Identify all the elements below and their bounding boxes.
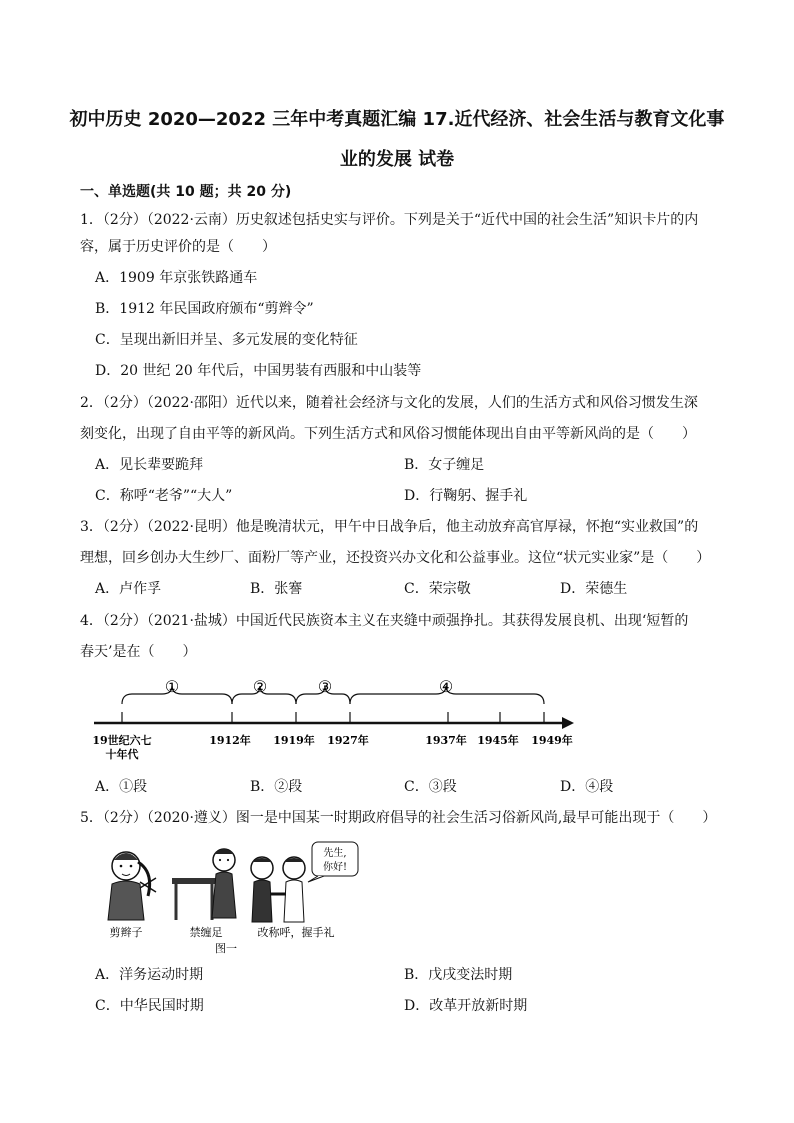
q3-stem-line2: 理想，回乡创办大生纱厂、面粉厂等产业，还投资兴办文化和公益事业。这位“状元实业家”是（ ） xyxy=(80,550,711,566)
q3-option-d[interactable]: D．荣德生 xyxy=(560,581,628,597)
exam-title-line1: 初中历史 2020—2022 三年中考真题汇编 17.近代经济、社会生活与教育文化事 xyxy=(69,109,725,130)
ban-footbinding-figure xyxy=(172,849,236,920)
q4-stem-line1: 4．（2分）（2021·盐城）中国近代民族资本主义在夹缝中顽强挣扎。其获得发展良机、出现‘短暂的 xyxy=(80,613,689,629)
section-heading: 一、单选题(共 10 题；共 20 分) xyxy=(80,184,292,200)
q4-option-d[interactable]: D．④段 xyxy=(560,779,614,795)
q4-option-b[interactable]: B．②段 xyxy=(250,779,303,795)
q4-option-c[interactable]: C．③段 xyxy=(404,779,457,795)
segment-4-label: ④ xyxy=(438,677,454,696)
q1-option-a[interactable]: A．1909 年京张铁路通车 xyxy=(95,270,258,286)
q1-stem-line1: 1．（2分）（2022·云南）历史叙述包括史实与评价。下列是关于“近代中国的社会生活”知识卡片的内 xyxy=(80,212,699,228)
q3-stem-line1: 3．（2分）（2022·昆明）他是晚清状元，甲午中日战争后，他主动放弃高官厚禄，怀抱“实业救国”的 xyxy=(80,519,699,535)
tick-label: 1945年 xyxy=(477,734,519,747)
segment-2-label: ② xyxy=(252,677,268,696)
bubble-line2: 你好! xyxy=(322,862,348,873)
q1-option-b[interactable]: B．1912 年民国政府颁布“剪辫令” xyxy=(95,301,314,317)
q2-option-d[interactable]: D．行鞠躬、握手礼 xyxy=(404,488,528,504)
caption-ban-footbinding: 禁缠足 xyxy=(189,926,223,939)
q4-stem-line2: 春天’是在（ ） xyxy=(80,644,197,660)
bubble-line1: 先生, xyxy=(323,848,347,859)
caption-cut-queue: 剪辫子 xyxy=(109,926,143,939)
q5-option-d[interactable]: D．改革开放新时期 xyxy=(404,998,528,1014)
q3-option-c[interactable]: C．荣宗敬 xyxy=(404,581,471,597)
caption-handshake: 改称呼，握手礼 xyxy=(257,926,335,939)
tick-label: 1949年 xyxy=(531,734,573,747)
q2-option-c[interactable]: C．称呼“老爷”“大人” xyxy=(95,488,233,504)
q5-stem-line1: 5．（2分）（2020·遵义）图一是中国某一时期政府倡导的社会生活习俗新风尚,最早可能出现于（ ） xyxy=(80,810,717,826)
customs-illustration xyxy=(96,838,366,958)
tick-label: 十年代 xyxy=(105,748,139,761)
q5-option-b[interactable]: B．戊戌变法时期 xyxy=(404,967,513,983)
tick-label: 1912年 xyxy=(209,734,251,747)
timeline-figure xyxy=(80,672,580,772)
q2-stem-line2: 刻变化，出现了自由平等的新风尚。下列生活方式和风俗习惯能体现出自由平等新风尚的是（ ） xyxy=(80,426,696,442)
cut-queue-figure xyxy=(108,852,156,920)
q5-option-a[interactable]: A．洋务运动时期 xyxy=(95,967,204,983)
figure-title: 图一 xyxy=(215,942,237,955)
q5-option-c[interactable]: C．中华民国时期 xyxy=(95,998,204,1014)
q3-option-a[interactable]: A．卢作孚 xyxy=(95,581,162,597)
tick-label: 1927年 xyxy=(327,734,369,747)
tick-label: 1919年 xyxy=(273,734,315,747)
timeline-arrow xyxy=(562,717,574,729)
q1-option-c[interactable]: C．呈现出新旧并呈、多元发展的变化特征 xyxy=(95,332,358,348)
q2-option-a[interactable]: A．见长辈要跪拜 xyxy=(95,457,204,473)
q1-stem-line2: 容，属于历史评价的是（ ） xyxy=(80,239,276,255)
q4-option-a[interactable]: A．①段 xyxy=(95,779,148,795)
q3-option-b[interactable]: B．张謇 xyxy=(250,581,303,597)
tick-label: 1937年 xyxy=(425,734,467,747)
q1-option-d[interactable]: D．20 世纪 20 年代后，中国男装有西服和中山装等 xyxy=(95,363,422,379)
q2-stem-line1: 2．（2分）（2022·邵阳）近代以来，随着社会经济与文化的发展，人们的生活方式和风俗习惯发生深 xyxy=(80,395,698,411)
exam-title-line2: 业的发展 试卷 xyxy=(339,149,455,170)
segment-1-label: ① xyxy=(164,677,180,696)
tick-label: 19世纪六七 xyxy=(92,734,152,747)
q2-option-b[interactable]: B．女子缠足 xyxy=(404,457,485,473)
segment-3-label: ③ xyxy=(317,677,333,696)
